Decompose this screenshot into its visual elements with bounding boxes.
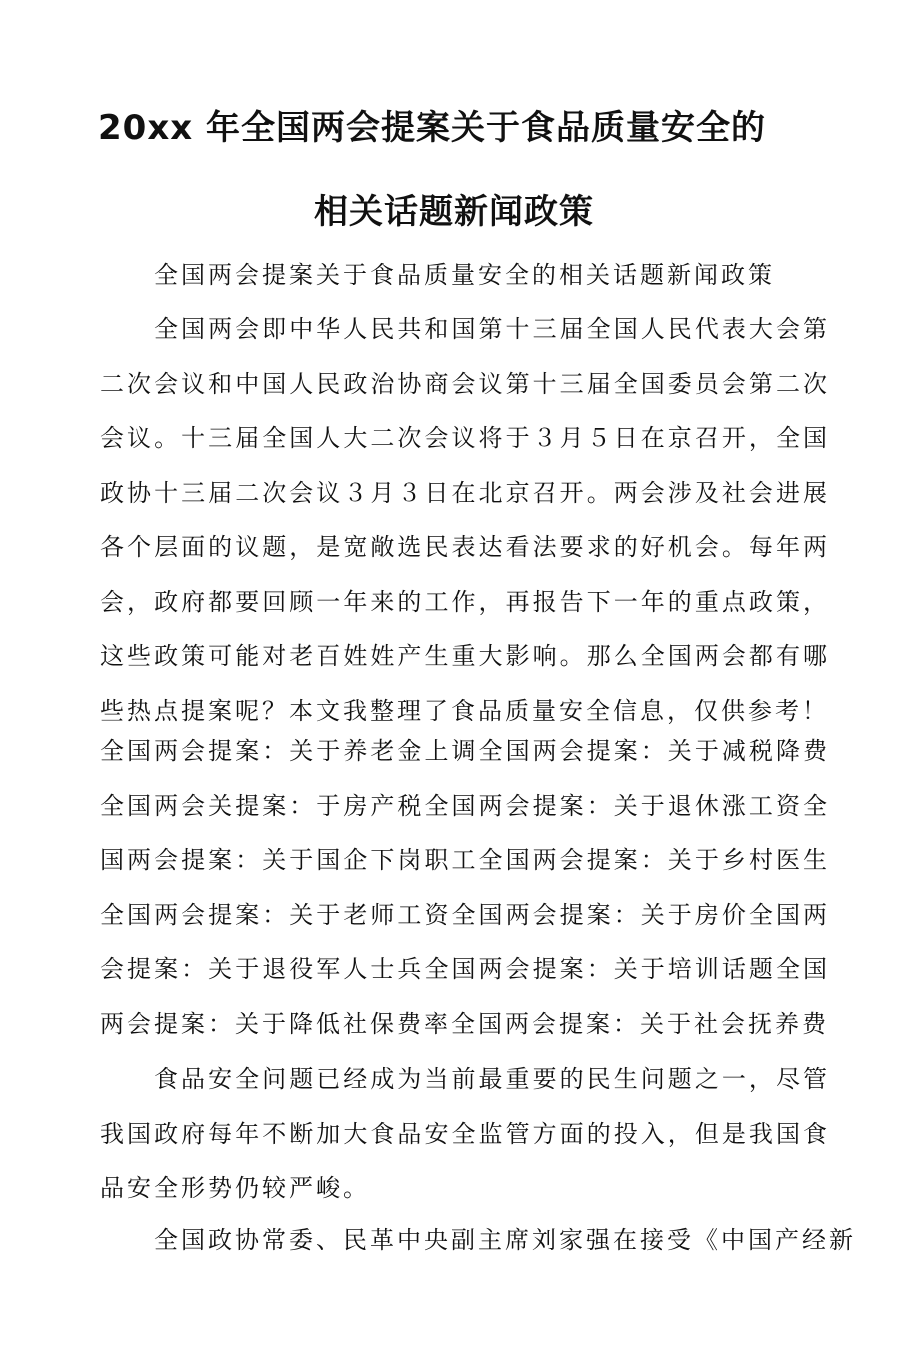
food-safety-paragraph: 食品安全问题已经成为当前最重要的民生问题之一，尽管我国政府每年不断加大食品安全监管方面的投入，但是我国食品安全形势仍较严峻。: [100, 1065, 830, 1202]
interview-paragraph: 全国政协常委、民革中央副主席刘家强在接受《中国产经新: [154, 1226, 856, 1254]
document-title-line-2: 相关话题新闻政策: [314, 192, 594, 232]
proposal-list-paragraph: 全国两会提案：关于养老金上调全国两会提案：关于减税降费全国两会关提案：于房产税全国两会提案：关于退休涨工资全国两会提案：关于国企下岗职工全国两会提案：关于乡村医生全国两会提案：关于老师工资全国两会提案：关于房价全国两会提案：关于退役军人士兵全国两会提案：关于培训话题全国两会提案：关于降低社保费率全国两会提案：关于社会抚养费: [100, 737, 830, 1038]
intro-paragraph: 全国两会即中华人民共和国第十三届全国人民代表大会第二次会议和中国人民政治协商会议第十三届全国委员会第二次会议。十三届全国人大二次会议将于３月５日在京召开，全国政协十三届二次会议３月３日在北京召开。两会涉及社会进展各个层面的议题，是宽敞选民表达看法要求的好机会。每年两会，政府都要回顾一年来的工作，再报告下一年的重点政策，这些政策可能对老百姓姓产生重大影响。那么全国两会都有哪些热点提案呢？本文我整理了食品质量安全信息，仅供参考！: [100, 315, 830, 725]
document-title-line-1: 20xx 年全国两会提案关于食品质量安全的: [98, 108, 767, 148]
subtitle-paragraph: 全国两会提案关于食品质量安全的相关话题新闻政策: [154, 261, 775, 289]
